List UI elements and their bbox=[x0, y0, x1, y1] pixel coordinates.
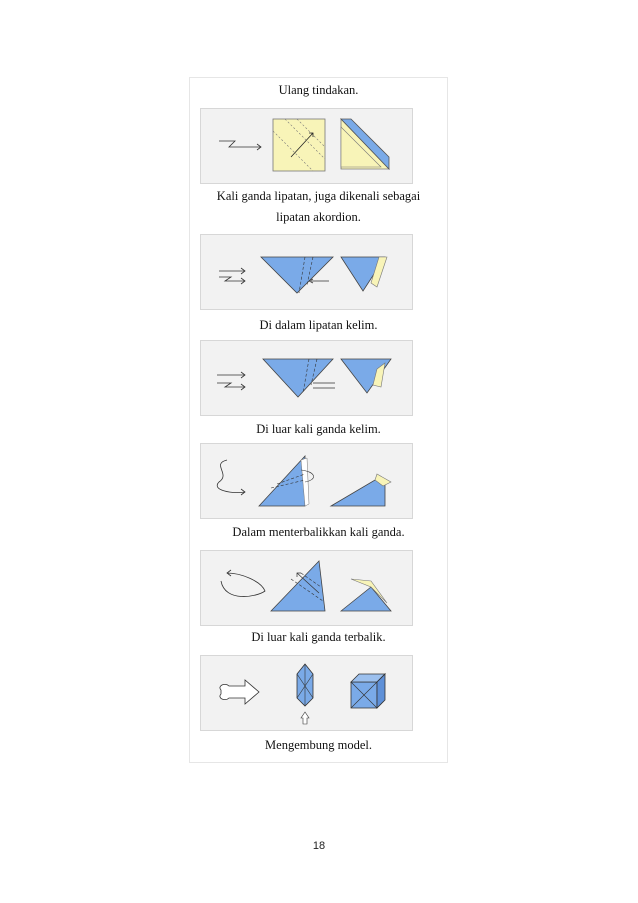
caption-inside-crimp: Di dalam lipatan kelim. bbox=[259, 318, 378, 332]
caption-inside-reverse: Dalam menterbalikkan kali ganda. bbox=[232, 525, 405, 539]
blow-arrow-icon bbox=[301, 712, 309, 724]
caption-pleat-line1: Kali ganda lipatan, juga dikenali sebagai bbox=[216, 189, 421, 203]
inflated-cube-result bbox=[351, 674, 385, 708]
blue-triangle-paper bbox=[271, 561, 325, 611]
panel-pleat-diagram bbox=[200, 234, 413, 310]
panel-outside-crimp-diagram bbox=[200, 443, 413, 519]
panel-inside-crimp-diagram bbox=[200, 340, 413, 416]
flat-cube-paper bbox=[297, 664, 313, 706]
outside-crimp-symbol-icon bbox=[217, 460, 245, 493]
page-number: 18 bbox=[312, 840, 326, 852]
inflate-arrow-icon bbox=[220, 680, 259, 704]
crimped-head-result bbox=[331, 474, 391, 506]
crimp-symbol-icon bbox=[217, 372, 245, 390]
blue-triangle-paper bbox=[259, 456, 305, 506]
caption-outside-crimp: Di luar kali ganda kelim. bbox=[256, 422, 381, 436]
crimped-triangle-result bbox=[341, 359, 391, 393]
outside-crimp-svg bbox=[201, 444, 412, 518]
panel-repeat-diagram bbox=[200, 108, 413, 184]
reverse-folded-result bbox=[341, 579, 391, 611]
blue-triangle-paper bbox=[261, 257, 333, 293]
caption-pleat-line2: lipatan akordion. bbox=[276, 210, 361, 224]
panel-inside-reverse-diagram bbox=[200, 550, 413, 626]
repeat-symbol-icon bbox=[219, 141, 261, 150]
inflate-diagram-svg bbox=[201, 656, 412, 730]
folded-square-result bbox=[341, 119, 389, 169]
pleat-symbol-icon bbox=[219, 268, 245, 284]
blue-triangle-paper bbox=[263, 359, 333, 397]
reverse-fold-symbol-icon bbox=[221, 573, 265, 597]
caption-inflate-model: Mengembung model. bbox=[265, 738, 372, 752]
repeat-diagram-svg bbox=[201, 109, 412, 183]
yellow-square-paper bbox=[273, 119, 325, 171]
inside-crimp-svg bbox=[201, 341, 412, 415]
inside-reverse-svg bbox=[201, 551, 412, 625]
panel-inflate-diagram bbox=[200, 655, 413, 731]
caption-outside-reverse: Di luar kali ganda terbalik. bbox=[251, 630, 386, 644]
caption-repeat-action: Ulang tindakan. bbox=[278, 83, 359, 97]
pleat-diagram-svg bbox=[201, 235, 412, 309]
pleated-triangle-result bbox=[341, 257, 387, 291]
